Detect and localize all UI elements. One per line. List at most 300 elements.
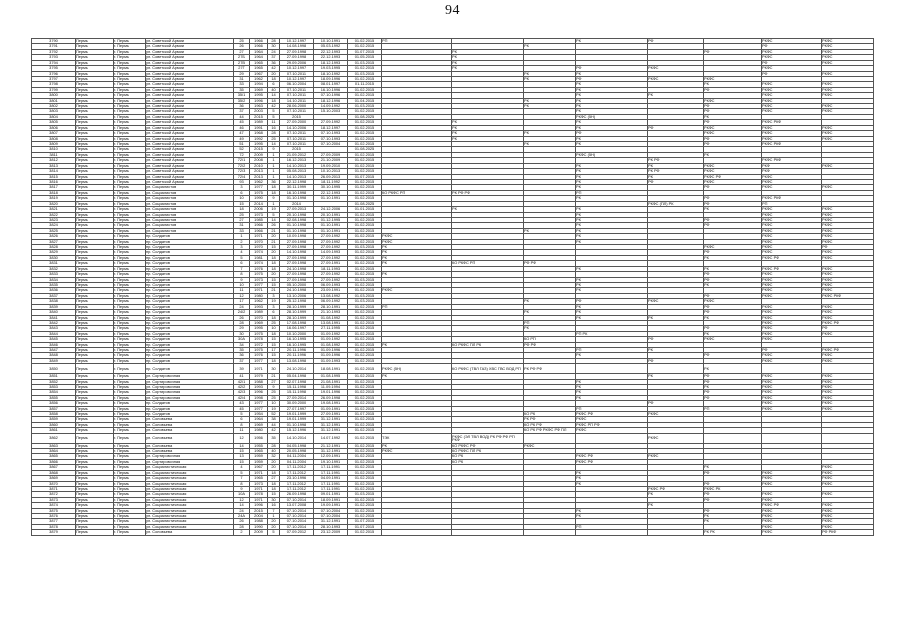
cell-date-b: 27.09.1991: [314, 261, 348, 266]
cell-work-8: РКФС: [822, 374, 874, 379]
cell-house-number: 72/3: [234, 169, 250, 174]
cell-work-3: [524, 530, 576, 535]
cell-floors: 21: [268, 374, 280, 379]
cell-date-c: 01.02.2015: [348, 234, 382, 239]
cell-floors: 5: [268, 109, 280, 114]
cell-municipality: Пермь: [76, 364, 114, 374]
cell-floors: 25: [268, 390, 280, 395]
cell-work-8: РКФС: [822, 524, 874, 529]
cell-street: ул. Советской Армии: [146, 104, 234, 109]
cell-date-c: 01.02.2015: [348, 401, 382, 406]
cell-work-4: РК: [576, 169, 648, 174]
cell-floors: 21: [268, 288, 280, 293]
cell-row-number: 3873: [32, 497, 76, 502]
cell-row-number: 3859: [32, 417, 76, 422]
cell-municipality: Пермь: [76, 288, 114, 293]
cell-work-5: РКФС: [648, 76, 704, 81]
cell-work-6: РФ: [704, 390, 762, 395]
cell-municipality: Пермь: [76, 497, 114, 502]
cell-work-4: РП: [576, 348, 648, 353]
cell-date-a: 20.10.1998: [280, 212, 314, 217]
cell-work-8: РКФС: [822, 82, 874, 87]
cell-work-6: РФ: [704, 492, 762, 497]
cell-date-a: 14.10.2013: [280, 174, 314, 179]
cell-city: г. Пермь: [114, 282, 146, 287]
cell-date-b: 19.10.1991: [314, 459, 348, 464]
cell-work-4: РКФС: [576, 417, 648, 422]
cell-floors: 9: [268, 147, 280, 152]
cell-floors: 52: [268, 412, 280, 417]
cell-date-b: 28.10.1991: [314, 304, 348, 309]
cell-work-7: РКФС: [762, 131, 822, 136]
cell-work-4: РП: [576, 524, 648, 529]
cell-date-b: 18.11.1993: [314, 266, 348, 271]
cell-street: ул. Социалистов: [146, 212, 234, 217]
cell-date-b: 23.09.1991: [314, 288, 348, 293]
cell-work-8: РКФС: [822, 125, 874, 130]
cell-street: ул. Соловьева: [146, 443, 234, 448]
cell-work-7: РКФС: [762, 358, 822, 363]
cell-work-6: РФ: [704, 49, 762, 54]
cell-house-number: 17: [234, 299, 250, 304]
cell-work-8: РКФС: [822, 304, 874, 309]
cell-work-6: РФ: [704, 326, 762, 331]
cell-date-a: 02.08.1998: [280, 217, 314, 222]
cell-work-4: РК: [576, 87, 648, 92]
cell-municipality: Пермь: [76, 190, 114, 195]
cell-house-number: 27: [234, 217, 250, 222]
cell-municipality: Пермь: [76, 282, 114, 287]
cell-date-c: 01.02.2015: [348, 422, 382, 427]
cell-work-2: КО РКФС РП: [452, 261, 524, 266]
cell-city: г. Пермь: [114, 326, 146, 331]
cell-work-5: РК: [648, 93, 704, 98]
cell-floors: 36: [268, 179, 280, 184]
cell-floors: 1: [268, 163, 280, 168]
cell-city: г. Пермь: [114, 304, 146, 309]
cell-work-4: РК: [576, 379, 648, 384]
cell-city: г. Пермь: [114, 337, 146, 342]
cell-city: г. Пермь: [114, 459, 146, 464]
cell-street: ул. Советской Армии: [146, 87, 234, 92]
cell-date-b: 01.10.1991: [314, 196, 348, 201]
cell-date-a: 22.12.1998: [280, 179, 314, 184]
cell-row-number: 3862: [32, 433, 76, 443]
cell-work-2: КО РКФС ПЛ РК: [452, 448, 524, 453]
cell-house-number: 42/2: [234, 384, 250, 389]
cell-build-year: 1996: [250, 98, 268, 103]
cell-street: пр. Солдатов: [146, 282, 234, 287]
cell-date-b: 24.12.2006: [314, 207, 348, 212]
cell-work-4: РФ: [576, 131, 648, 136]
cell-street: пр. Солдатов: [146, 358, 234, 363]
cell-house-number: 35: [234, 348, 250, 353]
cell-date-a: 27.09.1998: [280, 49, 314, 54]
cell-floors: 16: [268, 125, 280, 130]
cell-house-number: 29: [234, 71, 250, 76]
cell-floors: 18: [268, 315, 280, 320]
cell-work-8: РКФС: [822, 476, 874, 481]
cell-build-year: 1977: [250, 282, 268, 287]
cell-date-a: 13.07.2008: [280, 503, 314, 508]
cell-municipality: Пермь: [76, 530, 114, 535]
cell-row-number: 3874: [32, 503, 76, 508]
cell-house-number: 30: [234, 331, 250, 336]
cell-build-year: 2015: [250, 508, 268, 513]
cell-floors: 6: [268, 310, 280, 315]
cell-date-a: 17.11.2012: [280, 486, 314, 491]
cell-city: г. Пермь: [114, 320, 146, 325]
cell-date-b: 11.09.1994: [314, 384, 348, 389]
cell-municipality: Пермь: [76, 125, 114, 130]
cell-municipality: Пермь: [76, 158, 114, 163]
cell-work-2: КО РКФС РФ: [452, 443, 524, 448]
cell-date-a: 04.05.1998: [280, 443, 314, 448]
cell-house-number: 33: [234, 82, 250, 87]
cell-date-b: 18.12.1996: [314, 98, 348, 103]
cell-municipality: Пермь: [76, 304, 114, 309]
cell-date-a: 07.10.2014: [280, 508, 314, 513]
cell-work-3: РК РФ: [524, 417, 576, 422]
cell-work-8: РКФС: [822, 136, 874, 141]
cell-house-number: 35: [234, 87, 250, 92]
cell-work-4: РК: [576, 353, 648, 358]
cell-street: ул. Советской Армии: [146, 152, 234, 157]
cell-floors: 1: [268, 152, 280, 157]
cell-date-b: 21.10.1993: [314, 310, 348, 315]
cell-work-4: РК: [576, 174, 648, 179]
cell-work-4: РК: [576, 207, 648, 212]
cell-house-number: 12: [234, 497, 250, 502]
cell-work-6: РФ: [704, 223, 762, 228]
cell-floors: 3: [268, 293, 280, 298]
cell-house-number: 8: [234, 481, 250, 486]
cell-municipality: Пермь: [76, 326, 114, 331]
cell-date-b: 31.12.1991: [314, 417, 348, 422]
cell-municipality: Пермь: [76, 185, 114, 190]
cell-work-8: РКФС: [822, 71, 874, 76]
cell-date-a: 07.10.2014: [280, 519, 314, 524]
cell-work-7: РКФС: [762, 326, 822, 331]
cell-date-a: 27.09.2013: [280, 207, 314, 212]
cell-build-year: 1971: [250, 364, 268, 374]
cell-date-b: 19.08.1991: [314, 401, 348, 406]
cell-date-b: 17.11.1991: [314, 470, 348, 475]
cell-work-6: РФ: [704, 109, 762, 114]
cell-date-a: 30.09.2000: [280, 401, 314, 406]
cell-house-number: 10: [234, 282, 250, 287]
cell-date-b: 07.10.1993: [314, 131, 348, 136]
cell-build-year: 1980: [250, 428, 268, 433]
cell-city: г. Пермь: [114, 174, 146, 179]
cell-work-6: РФ: [704, 379, 762, 384]
cell-build-year: 1977: [250, 401, 268, 406]
cell-street: пр. Солдатов: [146, 299, 234, 304]
cell-city: г. Пермь: [114, 448, 146, 453]
register-table: [31, 38, 874, 536]
cell-work-7: РКФС: [762, 519, 822, 524]
cell-street: пр. Солдатов: [146, 277, 234, 282]
cell-row-number: 3808: [32, 136, 76, 141]
cell-date-c: 01.02.2015: [348, 136, 382, 141]
cell-municipality: Пермь: [76, 433, 114, 443]
cell-row-number: 3861: [32, 428, 76, 433]
cell-row-number: 3828: [32, 245, 76, 250]
cell-date-b: 19.09.1991: [314, 503, 348, 508]
cell-floors: 18: [268, 266, 280, 271]
cell-city: г. Пермь: [114, 299, 146, 304]
cell-date-c: 01.02.2015: [348, 131, 382, 136]
cell-city: г. Пермь: [114, 93, 146, 98]
cell-floors: 18: [268, 358, 280, 363]
cell-work-7: РКФС: [762, 497, 822, 502]
cell-row-number: 3851: [32, 374, 76, 379]
cell-build-year: 1962: [250, 299, 268, 304]
cell-street: ул. Социалистическая: [146, 476, 234, 481]
cell-work-4: РКФС РП РФ: [576, 422, 648, 427]
cell-municipality: Пермь: [76, 234, 114, 239]
cell-house-number: 6: [234, 417, 250, 422]
cell-municipality: Пермь: [76, 76, 114, 81]
cell-work-4: РФ: [576, 76, 648, 81]
cell-build-year: 2009: [250, 152, 268, 157]
cell-date-b: 30.10.1995: [314, 185, 348, 190]
cell-date-c: 01.02.2015: [348, 465, 382, 470]
cell-row-number: 3800: [32, 93, 76, 98]
cell-house-number: 12: [234, 293, 250, 298]
cell-date-c: 01.02.2015: [348, 228, 382, 233]
cell-build-year: 2013: [250, 174, 268, 179]
cell-work-8: РКФС РФ: [822, 348, 874, 353]
cell-date-b: 01.09.1992: [314, 331, 348, 336]
cell-date-c: 01.02.2015: [348, 272, 382, 277]
cell-house-number: 72/4: [234, 174, 250, 179]
cell-city: г. Пермь: [114, 55, 146, 60]
cell-date-a: 27.09.2014: [280, 395, 314, 400]
cell-work-7: РКФС РКФ: [762, 158, 822, 163]
cell-date-c: 01.02.2015: [348, 503, 382, 508]
cell-work-4: РК: [576, 104, 648, 109]
cell-work-1: КО РКФС РП: [382, 190, 452, 195]
cell-municipality: Пермь: [76, 395, 114, 400]
cell-work-1: РП: [382, 304, 452, 309]
cell-floors: 44: [268, 422, 280, 427]
cell-work-6: [704, 433, 762, 443]
cell-date-b: 01.10.1991: [314, 228, 348, 233]
cell-house-number: 3: [234, 185, 250, 190]
cell-house-number: 27: [234, 49, 250, 54]
cell-date-b: 13.08.1991: [314, 320, 348, 325]
cell-house-number: 72: [234, 152, 250, 157]
cell-build-year: 1971: [250, 288, 268, 293]
cell-row-number: 3790: [32, 39, 76, 44]
cell-street: ул. Сортировочная: [146, 374, 234, 379]
cell-build-year: 1959: [250, 454, 268, 459]
cell-floors: 20: [268, 250, 280, 255]
cell-work-7: РФ: [762, 60, 822, 65]
cell-date-c: 01.02.2015: [348, 266, 382, 271]
cell-municipality: Пермь: [76, 212, 114, 217]
cell-municipality: Пермь: [76, 348, 114, 353]
cell-date-b: 22.12.1993: [314, 49, 348, 54]
cell-row-number: 3867: [32, 465, 76, 470]
cell-street: ул. Социалистическая: [146, 492, 234, 497]
cell-build-year: 1971: [250, 486, 268, 491]
cell-date-b: 01.12.1995: [314, 217, 348, 222]
cell-work-8: РКФС: [822, 266, 874, 271]
cell-date-a: 28.10.1999: [280, 304, 314, 309]
cell-date-b: 06.09.1993: [314, 282, 348, 287]
cell-work-7: РКФС: [762, 406, 822, 411]
cell-date-c: 01.02.2015: [348, 337, 382, 342]
cell-row-number: 3842: [32, 320, 76, 325]
cell-floors: 15: [268, 245, 280, 250]
cell-date-b: 27.09.1992: [314, 234, 348, 239]
cell-floors: 18: [268, 470, 280, 475]
cell-municipality: Пермь: [76, 310, 114, 315]
cell-city: г. Пермь: [114, 239, 146, 244]
cell-date-b: 27.09.1992: [314, 272, 348, 277]
cell-city: г. Пермь: [114, 348, 146, 353]
cell-street: пр. Солдатов: [146, 234, 234, 239]
cell-city: г. Пермь: [114, 104, 146, 109]
cell-city: г. Пермь: [114, 395, 146, 400]
cell-municipality: Пермь: [76, 66, 114, 71]
cell-date-b: 05.03.1992: [314, 44, 348, 49]
cell-date-c: 01.02.2015: [348, 152, 382, 157]
cell-street: ул. Сортировочная: [146, 379, 234, 384]
cell-floors: 25: [268, 320, 280, 325]
cell-work-5: РКФС РФ: [648, 486, 704, 491]
cell-municipality: Пермь: [76, 293, 114, 298]
cell-work-7: РКФС: [762, 395, 822, 400]
cell-build-year: 1975: [250, 348, 268, 353]
cell-date-c: 01.02.2015: [348, 530, 382, 535]
cell-street: ул. Советской Армии: [146, 136, 234, 141]
cell-house-number: 4: [234, 250, 250, 255]
cell-build-year: 1975: [250, 190, 268, 195]
cell-work-8: РКФС: [822, 331, 874, 336]
cell-date-c: 01.02.2015: [348, 470, 382, 475]
cell-work-7: РКФС: [762, 304, 822, 309]
cell-date-a: 14.10.2013: [280, 163, 314, 168]
cell-street: ул. Советской Армии: [146, 93, 234, 98]
cell-row-number: 3864: [32, 448, 76, 453]
cell-work-8: РКФС: [822, 277, 874, 282]
cell-work-7: РКФС: [762, 82, 822, 87]
cell-date-b: 31.12.1991: [314, 422, 348, 427]
cell-street: ул. Сортировочная: [146, 395, 234, 400]
cell-date-c: 01.02.2015: [348, 185, 382, 190]
cell-work-8: РКФС: [822, 185, 874, 190]
cell-work-1: РК: [382, 272, 452, 277]
cell-date-b: 01.08.1995: [314, 374, 348, 379]
cell-work-8: РКФС: [822, 470, 874, 475]
cell-street: ул. Советской Армии: [146, 39, 234, 44]
cell-date-c: 01.02.2015: [348, 417, 382, 422]
cell-work-4: РКФС (5Н): [576, 114, 648, 119]
cell-build-year: 1972: [250, 342, 268, 347]
cell-work-8: РКФС: [822, 131, 874, 136]
cell-municipality: Пермь: [76, 98, 114, 103]
cell-date-c: 01.02.2015: [348, 448, 382, 453]
cell-row-number: 3801: [32, 98, 76, 103]
cell-work-4: РК: [576, 217, 648, 222]
cell-floors: 40: [268, 448, 280, 453]
cell-work-6: РФ: [704, 497, 762, 502]
cell-row-number: 3797: [32, 76, 76, 81]
cell-build-year: 1965: [250, 60, 268, 65]
cell-row-number: 3869: [32, 476, 76, 481]
cell-floors: 28: [268, 443, 280, 448]
cell-floors: 18: [268, 481, 280, 486]
cell-date-b: 27.09.1992: [314, 239, 348, 244]
cell-work-8: РКФС РКФ: [822, 293, 874, 298]
cell-house-number: 42/3: [234, 390, 250, 395]
cell-house-number: 7: [234, 476, 250, 481]
cell-date-c: 01.03.2015: [348, 60, 382, 65]
cell-date-a: 21.09.2012: [280, 152, 314, 157]
cell-build-year: 1971: [250, 470, 268, 475]
cell-city: г. Пермь: [114, 492, 146, 497]
cell-work-4: РК: [576, 136, 648, 141]
cell-date-c: 01.02.2015: [348, 304, 382, 309]
cell-city: г. Пермь: [114, 98, 146, 103]
cell-date-b: 04.09.1991: [314, 476, 348, 481]
cell-work-4: РК: [576, 109, 648, 114]
cell-row-number: 3854: [32, 390, 76, 395]
cell-work-2: РК: [452, 136, 524, 141]
cell-municipality: Пермь: [76, 239, 114, 244]
cell-date-b: 10.10.1991: [314, 39, 348, 44]
cell-work-7: РКФС РФ: [762, 255, 822, 260]
cell-street: пр. Солдатов: [146, 304, 234, 309]
cell-house-number: 7: [234, 266, 250, 271]
cell-build-year: 1969: [250, 320, 268, 325]
cell-build-year: 1969: [250, 87, 268, 92]
cell-row-number: 3863: [32, 443, 76, 448]
cell-city: г. Пермь: [114, 481, 146, 486]
cell-floors: 36: [268, 60, 280, 65]
cell-house-number: 24: [234, 304, 250, 309]
cell-municipality: Пермь: [76, 114, 114, 119]
cell-floors: 14: [268, 93, 280, 98]
cell-work-5: РФ: [648, 179, 704, 184]
cell-street: ул. Социалистическая: [146, 519, 234, 524]
cell-work-4: РК: [576, 282, 648, 287]
cell-house-number: 26: [234, 519, 250, 524]
cell-date-b: 14.07.1992: [314, 433, 348, 443]
cell-house-number: 41: [234, 374, 250, 379]
cell-work-6: РК: [704, 384, 762, 389]
cell-work-1: РКФС: [382, 288, 452, 293]
cell-date-a: 07.10.2011: [280, 71, 314, 76]
cell-work-6: РФ: [704, 250, 762, 255]
cell-city: г. Пермь: [114, 147, 146, 152]
cell-build-year: 1973: [250, 277, 268, 282]
cell-work-6: РК: [704, 207, 762, 212]
cell-city: г. Пермь: [114, 315, 146, 320]
cell-date-b: 26.09.2013: [314, 174, 348, 179]
cell-municipality: Пермь: [76, 169, 114, 174]
cell-work-4: РКФС РФ: [576, 459, 648, 464]
cell-municipality: Пермь: [76, 93, 114, 98]
cell-house-number: 12: [234, 433, 250, 443]
cell-row-number: 3860: [32, 422, 76, 427]
cell-municipality: Пермь: [76, 147, 114, 152]
cell-work-4: РК: [576, 82, 648, 87]
cell-date-c: 01.02.2015: [348, 239, 382, 244]
